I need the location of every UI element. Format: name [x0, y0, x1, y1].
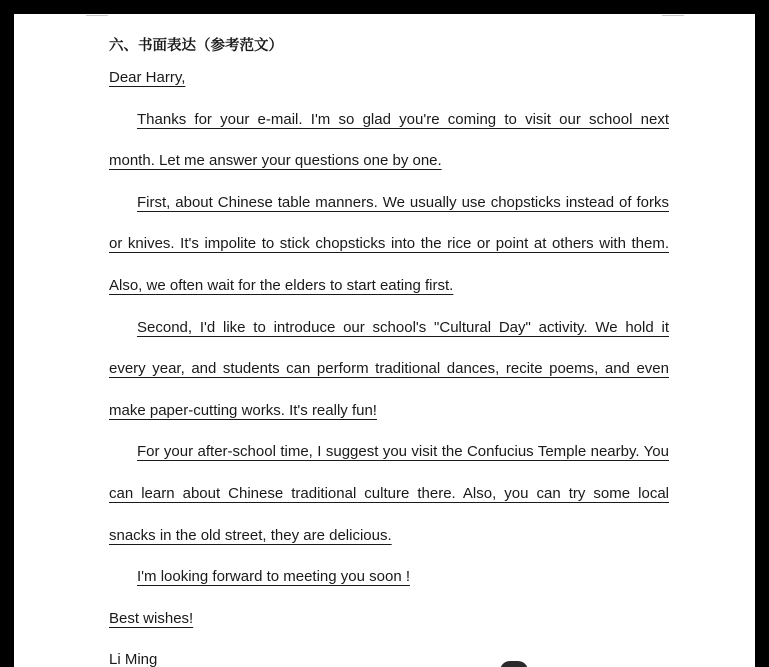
section-heading: 六、书面表达（参考范文）: [109, 38, 283, 54]
scroll-indicator[interactable]: [500, 661, 528, 667]
paragraph-2-line-2: [109, 234, 669, 276]
paragraph-line: I'm looking forward to meeting you soon !: [137, 568, 411, 586]
signature: Li Ming: [109, 651, 158, 667]
paragraph-4-line-2: [109, 484, 669, 526]
paragraph-line: For your after-school time, I suggest you visit the Confucius Temple nearby. You: [137, 443, 669, 461]
page-corner-mark-right: [662, 15, 684, 16]
signature-line: [109, 650, 669, 667]
paragraph-line: every year, and students can perform traditional dances, recite poems, and even: [109, 360, 669, 378]
paragraph-line: make paper-cutting works. It's really fun!: [109, 401, 377, 419]
paragraph-4: [109, 442, 669, 567]
closing: Best wishes!: [109, 609, 194, 627]
page-corner-mark-left: [86, 15, 108, 16]
paragraph-2-line-3: [109, 276, 669, 318]
document-page: [14, 14, 755, 667]
paragraph-4-line-1: [109, 442, 669, 484]
paragraph-line: snacks in the old street, they are delicious.: [109, 526, 392, 544]
document-body: [109, 36, 669, 667]
paragraph-line: or knives. It's impolite to stick chopsticks into the rice or point at others with them.: [109, 235, 669, 253]
paragraph-1-line-1: [109, 110, 669, 152]
paragraph-3-line-3: [109, 401, 669, 443]
paragraph-line: month. Let me answer your questions one by one.: [109, 152, 442, 170]
paragraph-line: First, about Chinese table manners. We usually use chopsticks instead of forks: [137, 193, 669, 211]
paragraph-line: can learn about Chinese traditional culture there. Also, you can try some local: [109, 484, 669, 502]
paragraph-line: Also, we often wait for the elders to start eating first.: [109, 276, 454, 294]
paragraph-line: Second, I'd like to introduce our school's "Cultural Day" activity. We hold it: [137, 318, 669, 336]
paragraph-3-line-2: [109, 359, 669, 401]
paragraph-4-line-3: [109, 526, 669, 568]
paragraph-3-line-1: [109, 318, 669, 360]
paragraph-5-line-1: [109, 567, 669, 609]
indent-wrap: [109, 568, 410, 585]
paragraph-1-line-2: [109, 151, 669, 193]
closing-line: [109, 609, 669, 651]
paragraph-line: Thanks for your e-mail. I'm so glad you're coming to visit our school next: [137, 110, 669, 128]
salutation: Dear Harry,: [109, 69, 186, 86]
paragraph-1: [109, 110, 669, 193]
paragraph-5: [109, 567, 669, 609]
paragraph-2: [109, 193, 669, 318]
salutation-line: [109, 68, 669, 110]
paragraph-2-line-1: [109, 193, 669, 235]
paragraph-3: [109, 318, 669, 443]
